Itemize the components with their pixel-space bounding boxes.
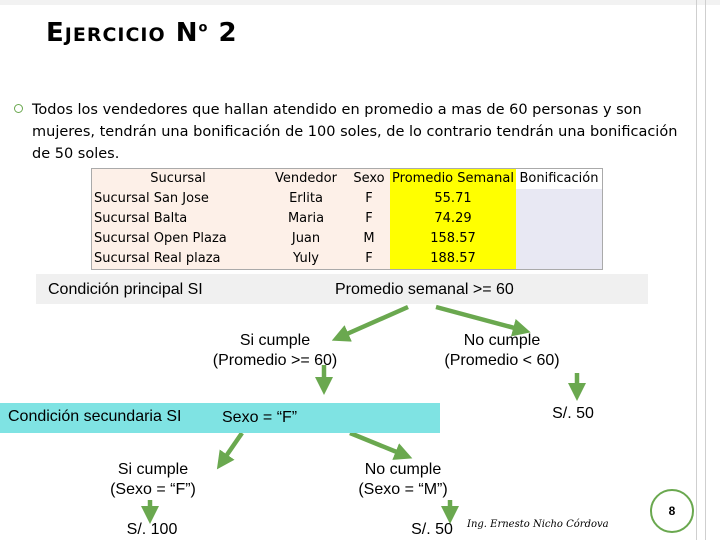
arrow-main-no	[436, 307, 522, 330]
secondary-condition-bar	[0, 403, 440, 433]
header-vendedor: Vendedor	[264, 169, 348, 190]
header-sucursal: Sucursal	[92, 169, 265, 190]
secondary-yes-result: S/. 100	[126, 521, 178, 538]
arrow-main-yes	[340, 307, 408, 337]
cell-sucursal: Sucursal San Jose	[92, 189, 265, 209]
cell-vendedor: Yuly	[264, 249, 348, 270]
secondary-yes-label: Si cumple (Sexo = “F”)	[110, 461, 196, 498]
slide-title: EJERCICIO $N^o$ 2	[46, 18, 238, 48]
cell-promedio: 55.71	[390, 189, 516, 209]
secondary-condition-expression: Sexo = “F”	[222, 409, 298, 426]
cell-sexo: F	[348, 209, 390, 229]
secondary-no-label: No cumple (Sexo = “M”)	[358, 461, 448, 498]
arrow-sec-no	[350, 433, 404, 455]
cell-sexo: F	[348, 249, 390, 270]
cell-vendedor: Erlita	[264, 189, 348, 209]
cell-promedio: 188.57	[390, 249, 516, 270]
cell-sucursal: Sucursal Open Plaza	[92, 229, 265, 249]
header-promedio: Promedio Semanal	[390, 169, 516, 190]
main-condition-expression: Promedio semanal >= 60	[335, 281, 514, 298]
header-bonificacion: Bonificación	[516, 169, 603, 190]
main-no-result: S/. 50	[552, 405, 594, 422]
header-sexo: Sexo	[348, 169, 390, 190]
cell-vendedor: Juan	[264, 229, 348, 249]
cell-sexo: F	[348, 189, 390, 209]
cell-promedio: 74.29	[390, 209, 516, 229]
cell-promedio: 158.57	[390, 229, 516, 249]
cell-sucursal: Sucursal Balta	[92, 209, 265, 229]
secondary-condition-label: Condición secundaria SI	[8, 408, 182, 425]
arrow-sec-yes	[222, 433, 242, 462]
page-number: 8	[650, 489, 694, 533]
cell-sucursal: Sucursal Real plaza	[92, 249, 265, 270]
main-no-label: No cumple (Promedio < 60)	[444, 332, 560, 369]
main-condition-label: Condición principal SI	[48, 281, 203, 298]
secondary-no-result: S/. 50	[411, 521, 453, 538]
author-name: Ing. Ernesto Nicho Córdova	[467, 519, 609, 530]
bullet-text: Todos los vendedores que hallan atendido en promedio a mas de 60 personas y son mujeres, tendrán una bonificación de 100 soles, de lo contrario tendrán una bonificación de 50 soles.	[32, 102, 678, 162]
main-yes-label: Si cumple (Promedio >= 60)	[212, 332, 338, 369]
cell-sexo: M	[348, 229, 390, 249]
cell-vendedor: Maria	[264, 209, 348, 229]
